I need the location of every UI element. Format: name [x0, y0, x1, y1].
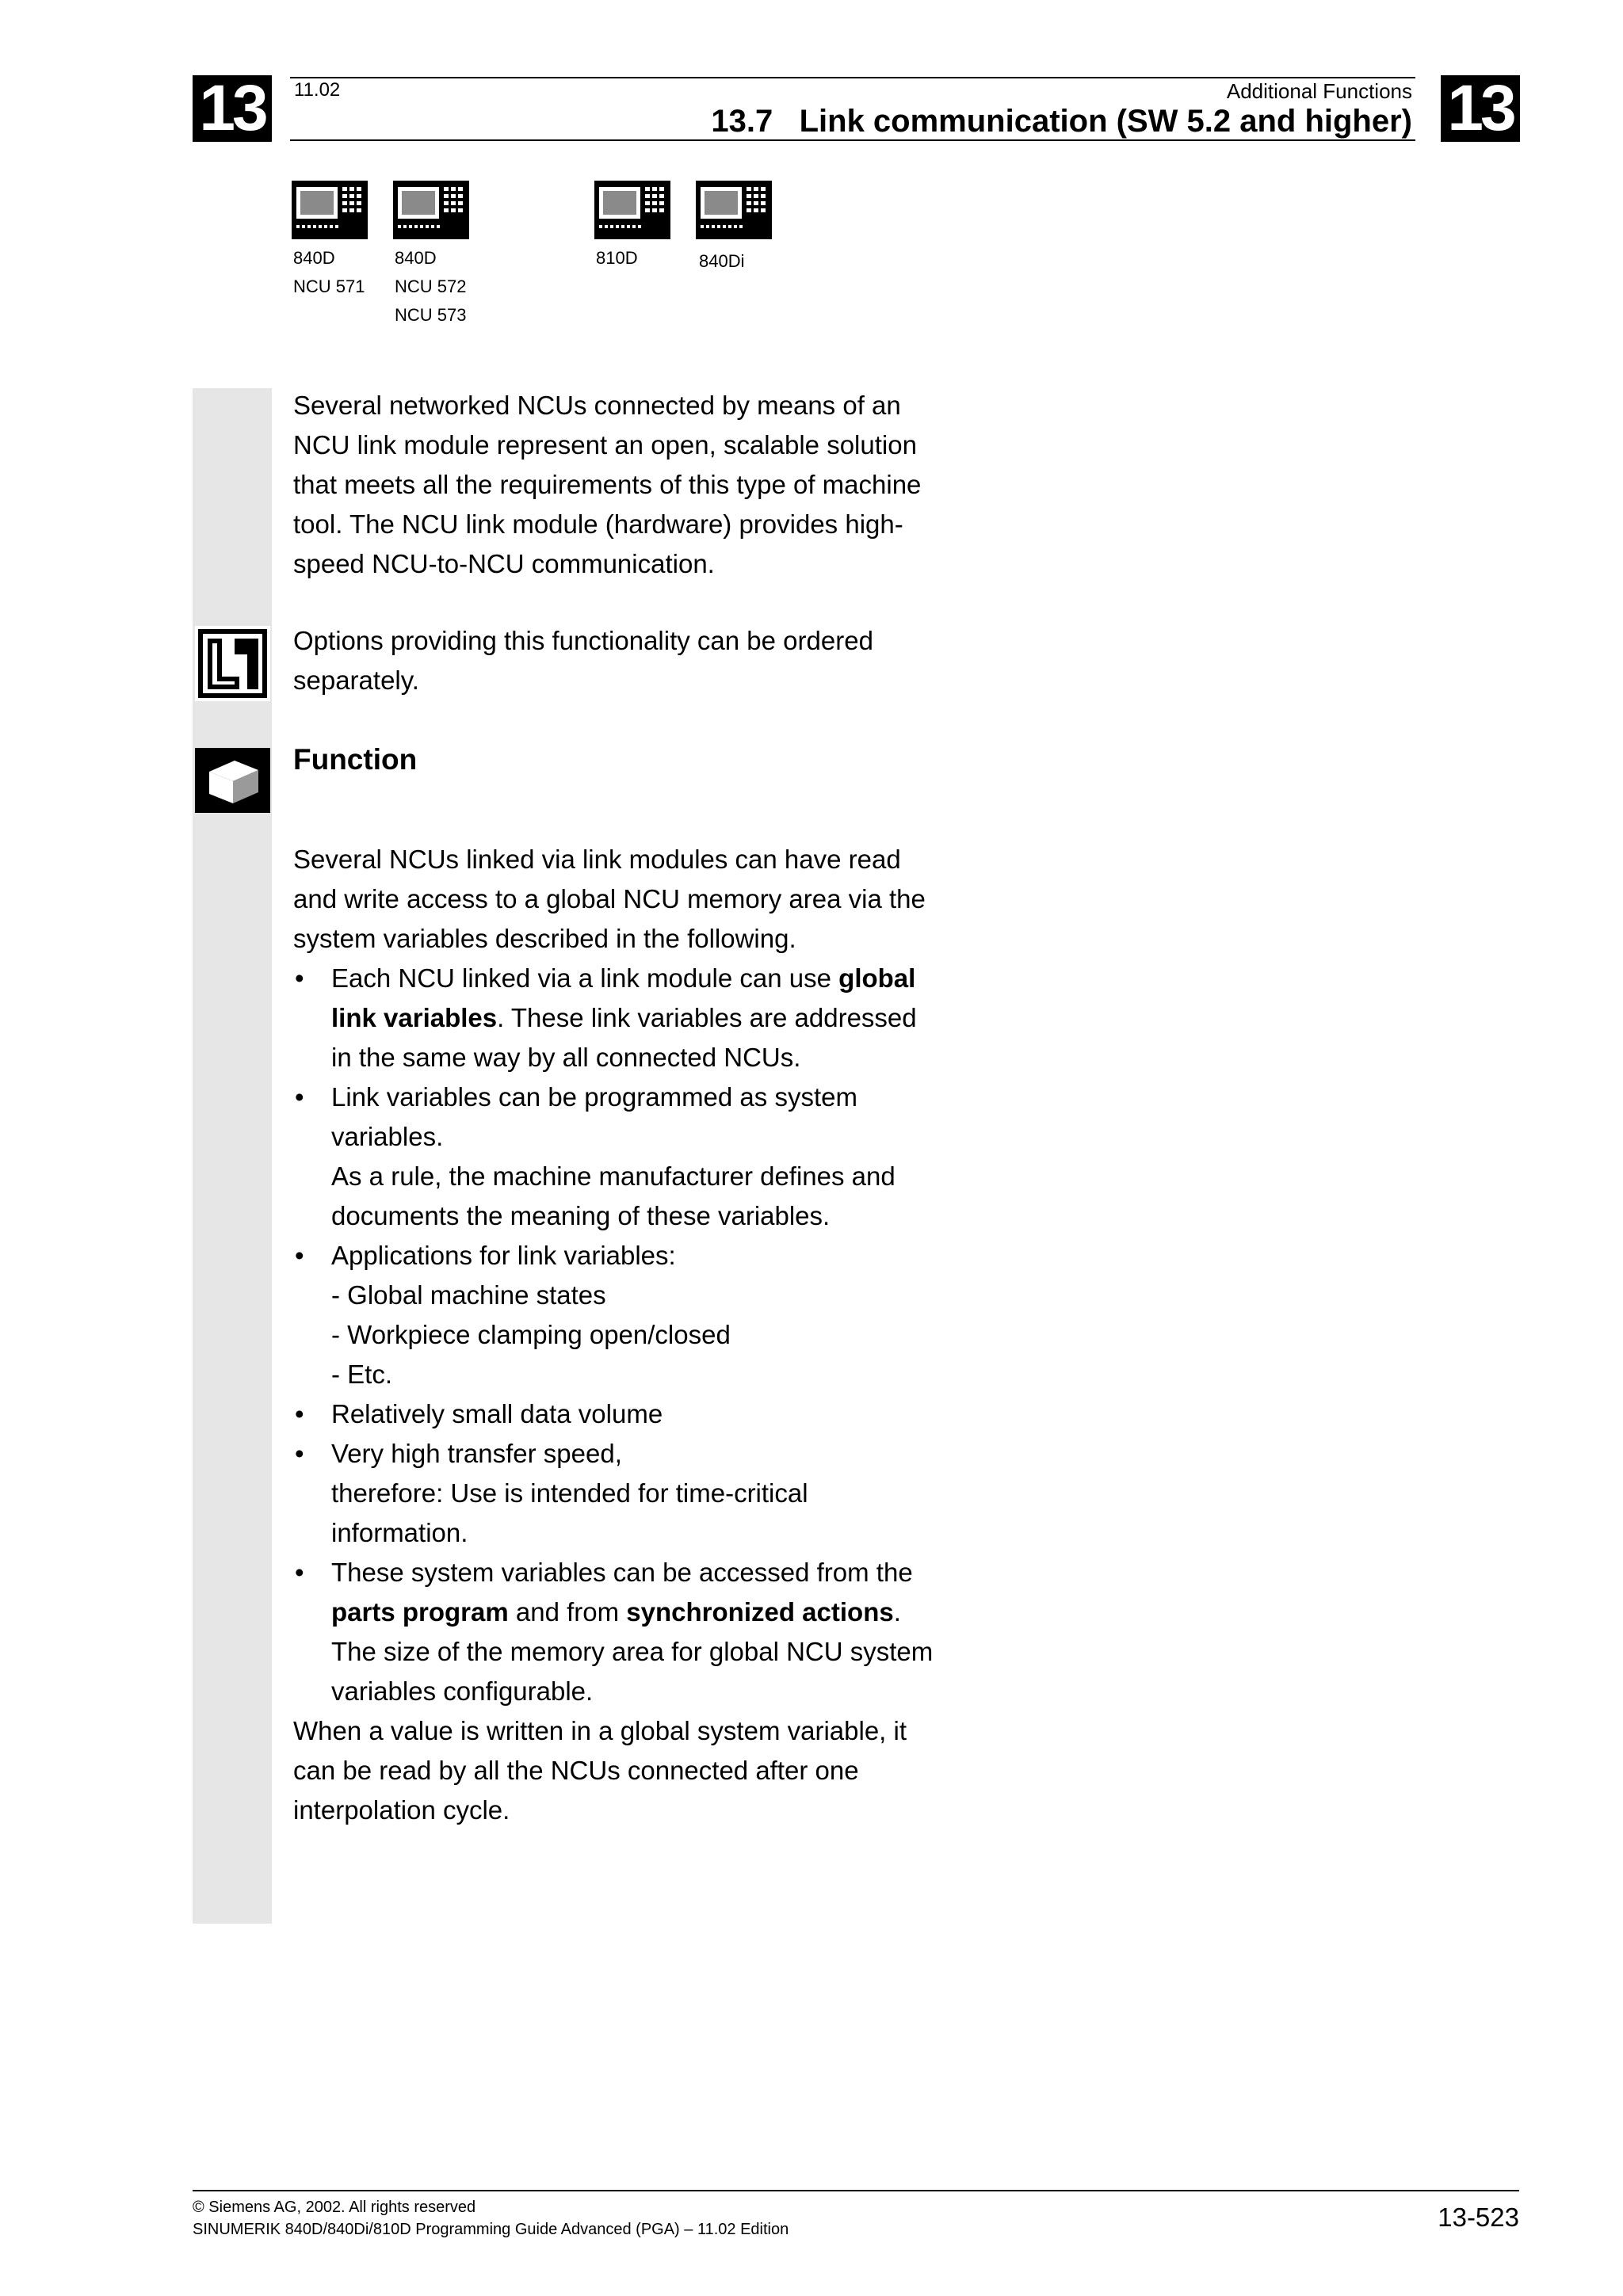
footer-doc-title: SINUMERIK 840D/840Di/810D Programming Guide Advanced (PGA) – 11.02 Edition: [193, 2221, 789, 2238]
option-note-text: Options providing this functionality can be ordered separately.: [293, 626, 873, 695]
application-item: - Workpiece clamping open/closed: [331, 1320, 731, 1349]
bullet-global-link-variables: [293, 959, 943, 1077]
bullet-bold: synchronized actions: [626, 1597, 894, 1627]
controller-panel-icon: [292, 181, 368, 239]
control-label-line: 810D: [596, 248, 638, 268]
function-bullet-list: [293, 959, 943, 1711]
section-number: 13.7: [711, 104, 773, 139]
bullet-text: Relatively small data volume: [331, 1399, 663, 1428]
bullet-text: • Applications for link variables:: [331, 1241, 676, 1270]
bullet-text: As a rule, the machine manufacturer defines and documents the meaning of these variables.: [331, 1161, 896, 1230]
control-label-840d-ncu571: [293, 244, 365, 301]
page-number: 13-523: [1438, 2203, 1519, 2232]
bullet-access: [293, 1553, 943, 1711]
control-label-line: NCU 571: [293, 277, 365, 296]
control-label-840d-ncu572-573: [395, 244, 466, 330]
function-cube-icon: [195, 748, 270, 813]
chapter-number-left: 13: [193, 75, 272, 142]
controller-panel-icon: [594, 181, 670, 239]
control-label-line: 840Di: [699, 251, 745, 271]
header-top-rule: [290, 77, 1415, 78]
section-title: Link communication (SW 5.2 and higher): [799, 104, 1412, 139]
intro-paragraph: [293, 386, 943, 584]
function-heading: Function: [293, 743, 418, 776]
bullet-text: Each NCU linked via a link module can use: [331, 963, 839, 993]
footer-rule: [193, 2190, 1519, 2191]
bullet-applications: [293, 1236, 943, 1394]
control-label-840di: [699, 247, 744, 276]
footer-copyright: © Siemens AG, 2002. All rights reserved: [193, 2199, 476, 2216]
function-closing: When a value is written in a global system variable, it can be read by all the NCUs connected after one interpolation cycle.: [293, 1716, 907, 1825]
bullet-data-volume: [293, 1394, 943, 1434]
section-heading: [618, 104, 1412, 139]
function-intro: Several NCUs linked via link modules can have read and write access to a global NCU memory area via the system variables described in the following.: [293, 845, 926, 953]
application-item: - Etc.: [331, 1360, 393, 1389]
controller-panel-icon: [393, 181, 469, 239]
bullet-text: These system variables can be accessed from the: [331, 1558, 913, 1587]
bullet-text: • Link variables can be programmed as system variables.: [331, 1082, 857, 1151]
header-section-group: Additional Functions: [1226, 79, 1412, 103]
bullet-text: and from: [508, 1597, 627, 1627]
option-note: [293, 621, 943, 700]
header-date: 11.02: [294, 79, 341, 101]
bullet-transfer-speed: [293, 1434, 943, 1553]
bullet-bold: global link variables: [331, 963, 916, 1032]
controller-panel-icon: [696, 181, 772, 239]
margin-bar: [193, 388, 272, 1924]
intro-text: Several networked NCUs connected by means of an NCU link module represent an open, scalable solution that meets all the requirements of this type of machine tool. The NCU link module (hardware) provides high-speed NCU-to-NCU communication.: [293, 391, 922, 578]
control-label-line: NCU 572: [395, 277, 467, 296]
option-order-icon: [195, 626, 270, 701]
control-label-line: 840D: [395, 248, 437, 268]
chapter-number-right: 13: [1441, 75, 1520, 142]
control-label-810d: [596, 244, 638, 273]
function-body: [293, 840, 943, 1830]
control-label-line: 840D: [293, 248, 335, 268]
bullet-system-variables: [293, 1077, 943, 1236]
bullet-text: . The size of the memory area for global NCU system variables configurable.: [331, 1597, 934, 1706]
bullet-text: • Very high transfer speed,: [331, 1439, 622, 1468]
bullet-text: . These link variables are addressed in the same way by all connected NCUs.: [331, 1003, 917, 1072]
application-item: - Global machine states: [331, 1280, 606, 1310]
bullet-text: therefore: Use is intended for time-critical information.: [331, 1478, 808, 1547]
bullet-bold: parts program: [331, 1597, 509, 1627]
control-label-line: NCU 573: [395, 305, 467, 325]
header-bottom-rule: [290, 139, 1415, 141]
